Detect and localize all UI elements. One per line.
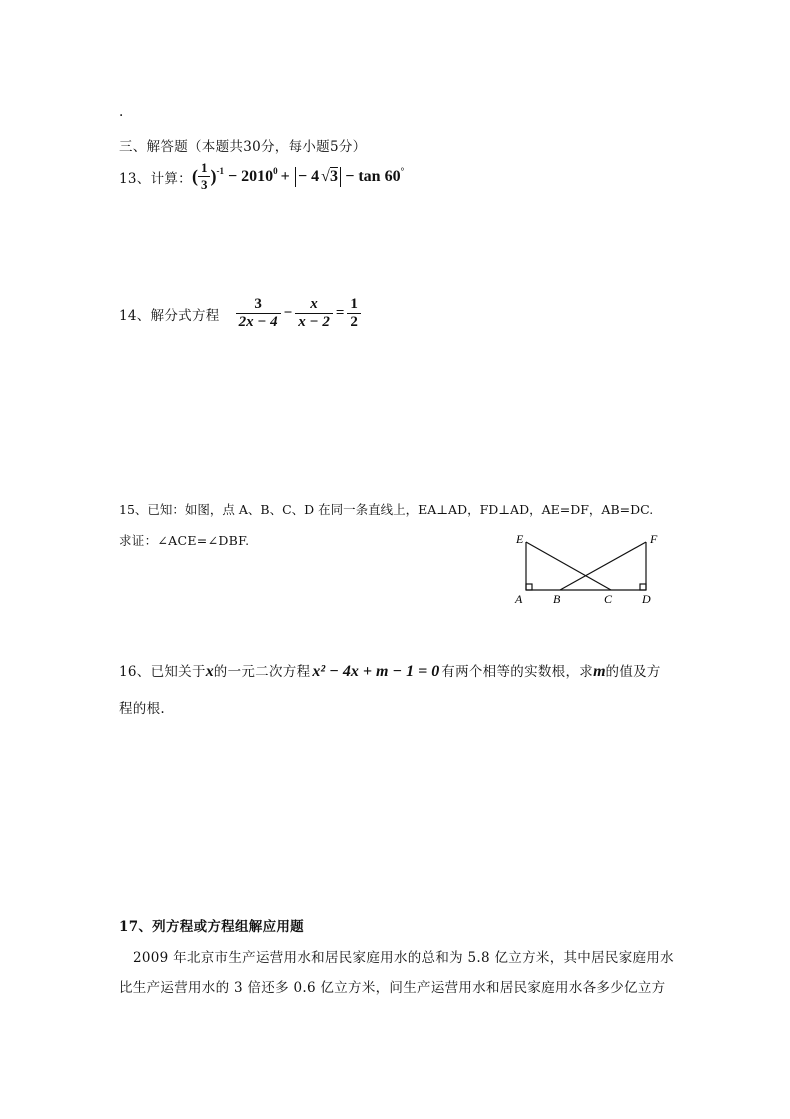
abs-bar-left: [295, 167, 296, 187]
question-14: [119, 296, 361, 331]
q14-fraction-2: $\frac{x}{x - 2}$: [295, 296, 333, 331]
q14-fraction-1: $\frac{3}{2x - 4}$: [236, 296, 281, 331]
q16-line2: 程的根.: [119, 701, 165, 717]
q13-fraction: $\frac{1}{3}$: [198, 160, 211, 193]
var-m: m: [593, 663, 606, 680]
label-C: C: [604, 592, 613, 606]
q17-title: 17、列方程或方程组解应用题: [119, 919, 304, 935]
label-B: B: [553, 592, 561, 606]
right-angle-A: [526, 584, 532, 590]
q13-expression: ( $\frac{1}{3}$ ) $^{-1}$ − 2010 $^0$ + − 4 √ 3 − tan 60 °: [191, 160, 405, 192]
stray-dot: .: [119, 104, 124, 120]
q14-fraction-3: $\frac{1}{2}$: [347, 296, 361, 331]
q17-line2: 比生产运营用水的 3 倍还多 0.6 亿立方米，问生产运营用水和居民家庭用水各多少亿立方: [119, 980, 666, 996]
segment-EC: [526, 542, 611, 590]
label-D: D: [642, 592, 651, 606]
q16-equation: x² − 4x + m − 1 = 0: [312, 663, 440, 680]
q15-prove: 求证：∠ACE=∠DBF.: [119, 533, 250, 548]
q15-geometry-figure: [505, 528, 675, 608]
q13-label: 13、计算：: [119, 170, 192, 187]
question-13: [119, 160, 404, 193]
q14-equation: $\frac{3}{2x - 4}$ − $\frac{x}{x - 2}$ = $\frac{1}{2}$: [236, 296, 361, 331]
segment-FB: [560, 542, 646, 590]
question-16: 16、已知关于 x 的一元二次方程 x² − 4x + m − 1 = 0 有两个相等的实数根，求 m 的值及方: [119, 663, 661, 680]
label-A: A: [515, 592, 523, 606]
abs-bar-right: [340, 167, 341, 187]
q15-statement: 15、已知：如图，点 A、B、C、D 在同一条直线上，EA⊥AD，FD⊥AD，AE=DF，AB=DC.: [119, 502, 654, 517]
right-angle-D: [640, 584, 646, 590]
q17-line1: 2009 年北京市生产运营用水和居民家庭用水的总和为 5.8 亿立方米，其中居民家庭用水: [133, 950, 674, 966]
label-F: F: [650, 532, 658, 546]
var-x: x: [205, 663, 214, 680]
label-E: E: [516, 532, 524, 546]
section-heading: 三、解答题（本题共30分，每小题5分）: [119, 139, 367, 155]
q14-label: 14、解分式方程: [119, 307, 220, 324]
